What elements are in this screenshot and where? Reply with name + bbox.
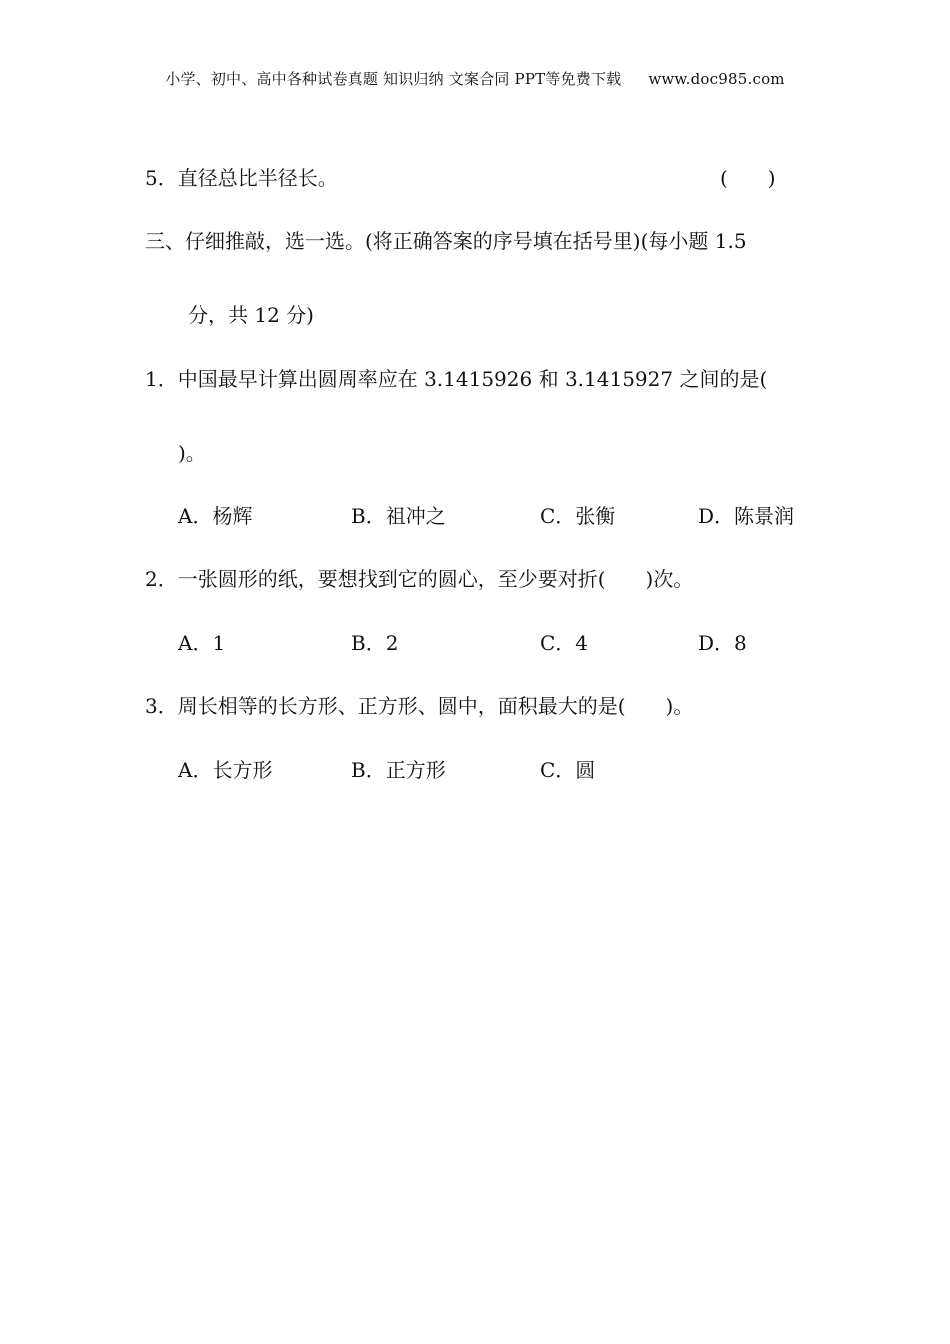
question-1-option-b: B．祖冲之 <box>351 504 446 528</box>
question-3-option-c: C．圆 <box>540 758 596 782</box>
question-3-line-1: 3．周长相等的长方形、正方形、圆中，面积最大的是( )。 <box>145 694 694 718</box>
question-2-option-d: D．8 <box>698 631 747 655</box>
header-url[interactable]: www.doc985.com <box>648 70 785 88</box>
question-1-option-a: A．杨辉 <box>178 504 253 528</box>
question-2-option-a: A．1 <box>178 631 226 655</box>
question-2-line-1: 2．一张圆形的纸，要想找到它的圆心，至少要对折( )次。 <box>145 567 694 591</box>
header-text: 小学、初中、高中各种试卷真题 知识归纳 文案合同 PPT等免费下载 <box>165 70 622 88</box>
question-5-text: 5．直径总比半径长。 <box>145 166 338 190</box>
page-header <box>0 68 950 89</box>
section-3-title-line-1: 三、仔细推敲，选一选。(将正确答案的序号填在括号里)(每小题 1.5 <box>145 229 747 253</box>
question-5-answer-paren: ( ) <box>720 166 776 190</box>
question-1-option-d: D．陈景润 <box>698 504 795 528</box>
question-1-line-1: 1．中国最早计算出圆周率应在 3.1415926 和 3.1415927 之间的是( <box>145 367 768 391</box>
question-1-line-2: )。 <box>178 441 206 465</box>
question-5 <box>145 168 338 188</box>
question-3-option-a: A．长方形 <box>178 758 273 782</box>
question-2-option-c: C．4 <box>540 631 589 655</box>
question-2-option-b: B．2 <box>351 631 399 655</box>
question-3-option-b: B．正方形 <box>351 758 446 782</box>
question-1-option-c: C．张衡 <box>540 504 616 528</box>
section-3-title-line-2: 分，共 12 分) <box>188 303 314 327</box>
